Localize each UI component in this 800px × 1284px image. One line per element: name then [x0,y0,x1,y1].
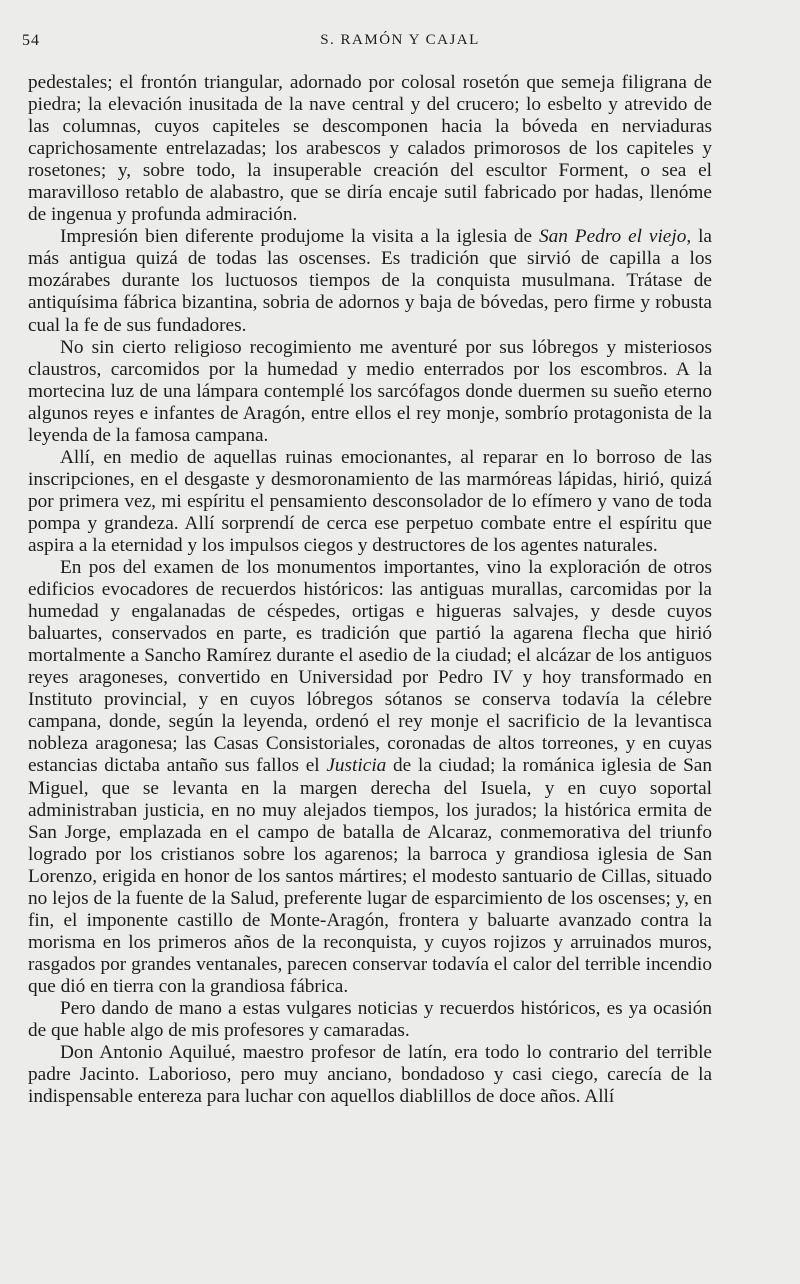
paragraph-4 [28,447,712,557]
paragraph-text: de la ciudad; la románica iglesia de San Miguel, que se levanta en la margen derecha del Isuela, y en cuyo soportal administraban justicia, en no muy alejados tiempos, los jurados; la histórica ermita de San Jorge, emplazada en el campo de batalla de Alcaraz, conmemorativa del triunfo logrado por los cristianos sobre los agarenos; la barroca y grandiosa iglesia de San Lorenzo, erigida en honor de los santos mártires; el modesto santuario de Cillas, situado no lejos de la fuente de la Salud, preferente lugar de esparcimiento de los oscenses; y, en fin, el imponente castillo de Monte-Aragón, frontera y baluarte avanzado contra la morisma en los primeros años de la reconquista, y cuyos rojizos y arruinados muros, rasgados por grandes ventanales, parecen conservar todavía el calor del terrible incendio que dió en tierra con la grandiosa fábrica. [28,755,712,997]
paragraph-text: Impresión bien diferente produjome la visita a la iglesia de [60,226,539,248]
italic-justicia: Justicia [326,755,387,777]
paragraph-5 [28,557,712,998]
paragraph-1 [28,72,712,226]
paragraph-2 [28,226,712,336]
paragraph-text: No sin cierto religioso recogimiento me aventuré por sus lóbregos y misteriosos claustros, carcomidos por la humedad y medio enterrados por los escombros. A la mortecina luz de una lámpara contemplé los sarcófagos donde duermen su sueño eterno algunos reyes e infantes de Aragón, entre ellos el rey monje, sombrío protagonista de la leyenda de la famosa campana. [28,336,712,446]
paragraph-text: Don Antonio Aquilué, maestro profesor de latín, era todo lo contrario del terrible padre Jacinto. Laborioso, pero muy anciano, bondadoso y casi ciego, carecía de la indispensable entereza para luchar con aquellos diablillos de doce años. Allí [28,1042,712,1108]
running-head: S. RAMÓN Y CAJAL [320,32,480,48]
paragraph-text: Allí, en medio de aquellas ruinas emocionantes, al reparar en lo borroso de las inscripciones, en el desgaste y desmoronamiento de las marmóreas lápidas, hirió, quizá por primera vez, mi espíritu el pensamiento desconsolador de lo efímero y vano de toda pompa y grandeza. Allí sorprendí de cerca ese perpetuo combate entre el espíritu que aspira a la eternidad y los impulsos ciegos y destructores de los agentes naturales. [28,446,712,556]
page-header [22,32,778,56]
body-text [28,72,712,1108]
italic-title: San Pedro el viejo [538,226,687,248]
paragraph-text: , la más antigua quizá de todas las oscenses. Es tradición que sirvió de capilla a los mozárabes durante los luctuosos tiempos de la conquista musulmana. Trátase de antiquísima fábrica bizantina, sobria de adornos y baja de bóvedas, pero firme y robusta cual la fe de sus fundadores. [28,226,712,336]
paragraph-text: pedestales; el frontón triangular, adornado por colosal rosetón que semeja filigrana de piedra; la elevación inusitada de la nave central y del crucero; lo esbelto y atrevido de las columnas, cuyos capiteles se descomponen hacia la bóveda en nerviaduras caprichosamente entrelazadas; los arabescos y calados primorosos de los capiteles y rosetones; y, sobre todo, la insuperable creación del escultor Forment, o sea el maravilloso retablo de alabastro, que se diría encaje sutil fabricado por hadas, llenóme de ingenua y profunda admiración. [28,72,712,226]
paragraph-3 [28,337,712,447]
paragraph-text: En pos del examen de los monumentos importantes, vino la exploración de otros edificios evocadores de recuerdos históricos: las antiguas murallas, carcomidas por la humedad y engalanadas de céspedes, ortigas e higueras salvajes, y desde cuyos baluartes, conservados en parte, es tradición que partió la agarena flecha que hirió mortalmente a Sancho Ramírez durante el asedio de la ciudad; el alcázar de los antiguos reyes aragoneses, convertido en Universidad por Pedro IV y hoy transformado en Instituto provincial, y en cuyos lóbregos sótanos se conserva todavía la célebre campana, donde, según la leyenda, ordenó el rey monje el sacrificio de la levantisca nobleza aragonesa; las Casas Consistoriales, coronadas de altos torreones, y en cuyas estancias dictaba antaño sus fallos el [28,557,712,777]
paragraph-7 [28,1042,712,1108]
page-number: 54 [22,32,40,49]
paragraph-text: Pero dando de mano a estas vulgares noticias y recuerdos históricos, es ya ocasión de que hable algo de mis profesores y camaradas. [28,997,712,1042]
paragraph-6 [28,998,712,1042]
